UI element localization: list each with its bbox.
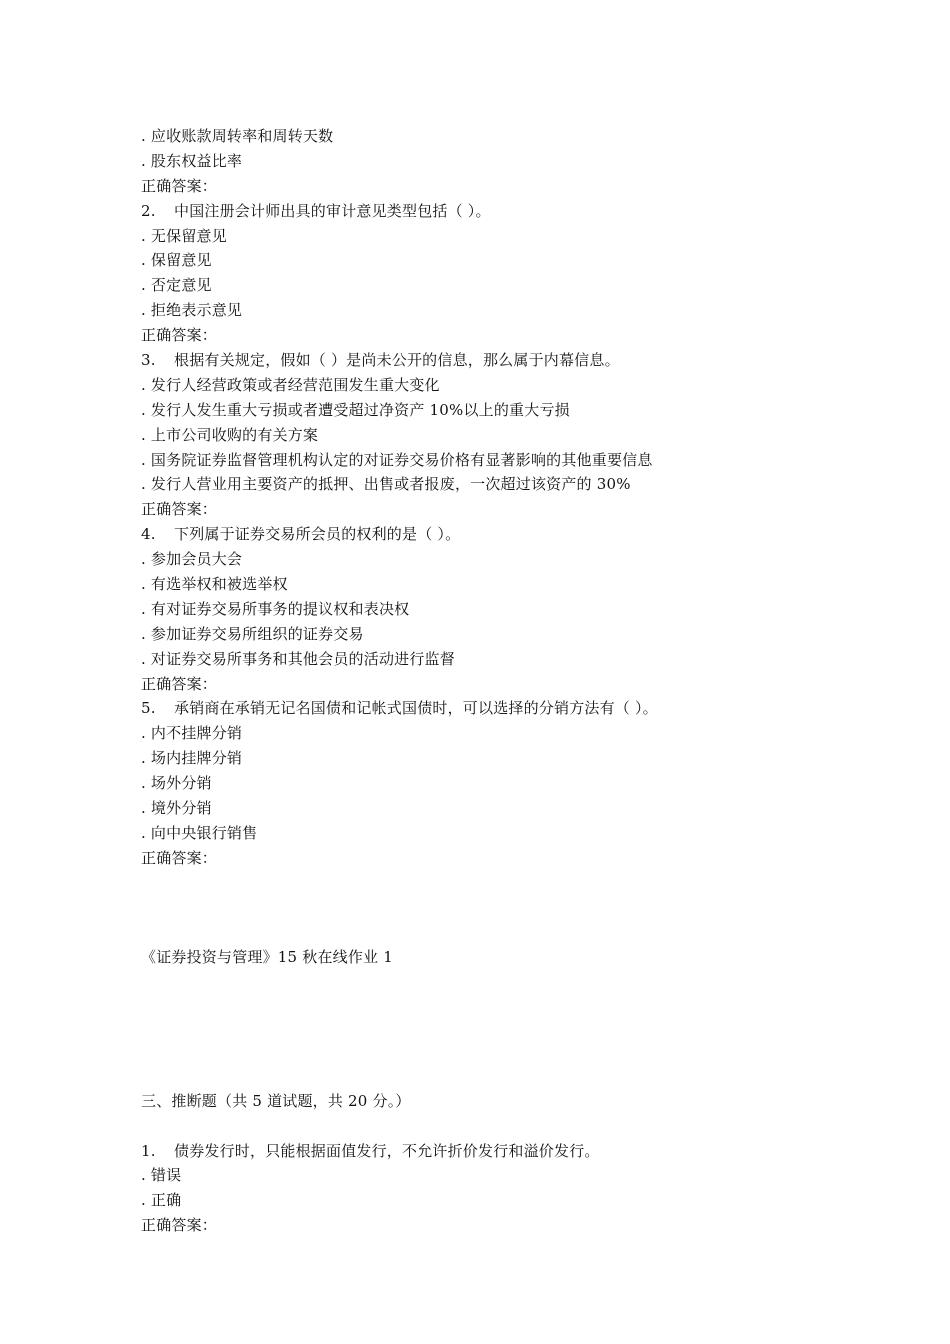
option: . 参加会员大会 (141, 550, 243, 569)
spacer (141, 1114, 921, 1139)
option: . 应收账款周转率和周转天数 (141, 127, 334, 145)
section-title: 《证券投资与管理》15 秋在线作业 1 (141, 947, 393, 966)
answer-label: 正确答案： (141, 326, 218, 345)
question-text: 承销商在承销无记名国债和记帐式国债时，可以选择的分销方法有（ ）。 (174, 699, 658, 718)
section-heading: 三、推断题（共 5 道试题，共 20 分。） (141, 1091, 411, 1110)
question-number: 2. (141, 201, 156, 220)
spacer (141, 970, 921, 1089)
spacer (141, 871, 921, 945)
question-judgment-1 (141, 1139, 921, 1164)
question-4 (141, 522, 921, 547)
option: . 股东权益比率 (141, 151, 243, 170)
answer-label: 正确答案： (141, 500, 218, 519)
question-text: 中国注册会计师出具的审计意见类型包括（ ）。 (174, 201, 491, 220)
option: . 拒绝表示意见 (141, 301, 243, 320)
option: . 境外分销 (141, 799, 212, 818)
option: . 对证券交易所事务和其他会员的活动进行监督 (141, 649, 455, 668)
option: . 有选举权和被选举权 (141, 575, 288, 594)
option: . 否定意见 (141, 276, 212, 295)
option: . 场内挂牌分销 (141, 749, 243, 768)
option: . 发行人经营政策或者经营范围发生重大变化 (141, 375, 440, 394)
question-number: 3. (141, 351, 156, 370)
option: . 正确 (141, 1191, 182, 1210)
option: . 向中央银行销售 (141, 823, 258, 842)
answer-label: 正确答案： (141, 176, 218, 195)
question-text: 根据有关规定，假如（ ）是尚未公开的信息，那么属于内幕信息。 (174, 351, 620, 370)
option: . 发行人营业用主要资产的抵押、出售或者报废，一次超过该资产的 30% (141, 475, 631, 494)
option: . 发行人发生重大亏损或者遭受超过净资产 10%以上的重大亏损 (141, 400, 570, 419)
question-number: 5. (141, 699, 156, 718)
question-number: 4. (141, 525, 156, 544)
option: . 保留意见 (141, 251, 212, 270)
option: . 有对证券交易所事务的提议权和表决权 (141, 599, 410, 618)
answer-label: 正确答案： (141, 1216, 218, 1235)
option: . 参加证券交易所组织的证券交易 (141, 624, 364, 643)
option: . 内不挂牌分销 (141, 724, 243, 743)
question-text: 下列属于证券交易所会员的权利的是（ ）。 (174, 525, 461, 544)
document-content (141, 124, 921, 1238)
question-3 (141, 348, 921, 373)
option: . 上市公司收购的有关方案 (141, 425, 319, 444)
option: . 无保留意见 (141, 226, 227, 245)
answer-label: 正确答案： (141, 848, 218, 867)
answer-label: 正确答案： (141, 674, 218, 693)
question-number: 1. (141, 1141, 156, 1160)
option: . 国务院证券监督管理机构认定的对证券交易价格有显著影响的其他重要信息 (141, 450, 653, 469)
option: . 错误 (141, 1166, 182, 1185)
question-5 (141, 696, 921, 721)
question-text: 债券发行时，只能根据面值发行，不允许折价发行和溢价发行。 (174, 1141, 600, 1160)
option: . 场外分销 (141, 774, 212, 793)
question-2 (141, 199, 921, 224)
